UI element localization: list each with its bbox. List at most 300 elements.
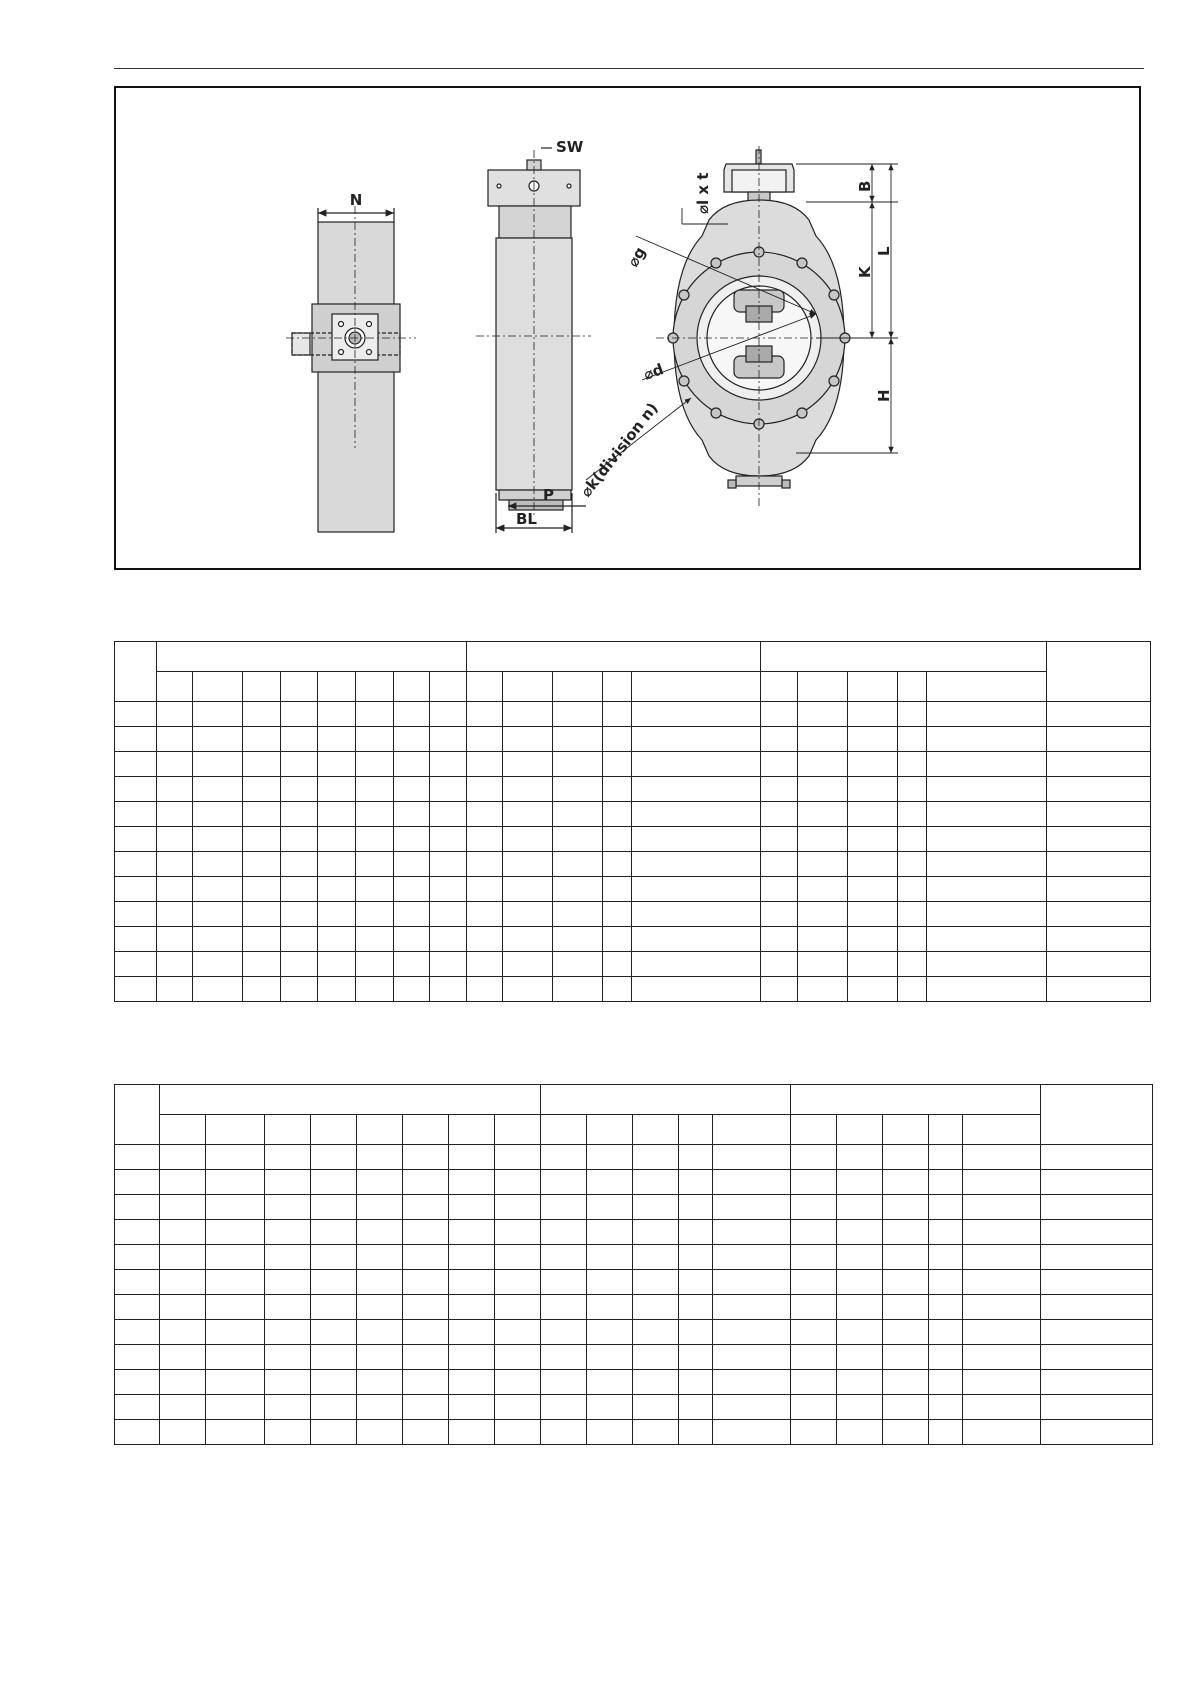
table-cell	[587, 1195, 633, 1220]
table-cell	[587, 1245, 633, 1270]
table-cell	[1041, 1170, 1153, 1195]
table-cell	[798, 777, 848, 802]
table-cell	[115, 777, 157, 802]
table-cell	[265, 1420, 311, 1445]
table-cell	[791, 1195, 837, 1220]
table-cell	[633, 1245, 679, 1270]
table-row	[115, 977, 1151, 1002]
table-cell	[541, 1220, 587, 1245]
table-cell	[243, 902, 281, 927]
table-cell	[403, 1320, 449, 1345]
table-subheader-row	[115, 672, 1151, 702]
label-sw: SW	[556, 138, 584, 156]
table-cell	[837, 1320, 883, 1345]
subheader-cell	[467, 672, 503, 702]
table-cell	[394, 927, 430, 952]
table-cell	[206, 1345, 265, 1370]
table-cell	[467, 877, 503, 902]
dimension-table-2	[114, 1084, 1153, 1445]
table-cell	[467, 902, 503, 927]
table-cell	[713, 1270, 791, 1295]
table-cell	[848, 877, 898, 902]
table-cell	[553, 877, 603, 902]
table-cell	[403, 1420, 449, 1445]
table-cell	[430, 727, 467, 752]
subheader-cell	[193, 672, 243, 702]
label-h: H	[875, 389, 893, 402]
table-cell	[318, 977, 356, 1002]
table-cell	[798, 802, 848, 827]
table-cell	[495, 1195, 541, 1220]
table-cell	[929, 1395, 963, 1420]
table-cell	[541, 1145, 587, 1170]
table-cell	[587, 1220, 633, 1245]
table-cell	[713, 1220, 791, 1245]
table-cell	[587, 1345, 633, 1370]
table-cell	[356, 802, 394, 827]
label-d: ⌀d	[641, 360, 666, 384]
table-cell	[467, 802, 503, 827]
table-cell	[311, 1295, 357, 1320]
table-cell	[587, 1270, 633, 1295]
table-cell	[403, 1270, 449, 1295]
table-cell	[394, 977, 430, 1002]
table-cell	[449, 1220, 495, 1245]
table-cell	[632, 752, 761, 777]
table-cell	[193, 952, 243, 977]
table-cell	[603, 927, 632, 952]
table-cell	[633, 1345, 679, 1370]
table-row	[115, 852, 1151, 877]
table-row	[115, 1220, 1153, 1245]
table-cell	[798, 827, 848, 852]
table-cell	[963, 1295, 1041, 1320]
table-cell	[761, 902, 798, 927]
table-row	[115, 702, 1151, 727]
table-cell	[503, 877, 553, 902]
table-cell	[157, 777, 193, 802]
subheader-cell	[318, 672, 356, 702]
table-cell	[160, 1145, 206, 1170]
table-cell	[394, 752, 430, 777]
table-cell	[357, 1195, 403, 1220]
table-cell	[963, 1270, 1041, 1295]
table-cell	[963, 1345, 1041, 1370]
table-cell	[679, 1320, 713, 1345]
table-cell	[157, 927, 193, 952]
table-cell	[761, 952, 798, 977]
table-cell	[265, 1345, 311, 1370]
table-cell	[430, 752, 467, 777]
table-cell	[1041, 1295, 1153, 1320]
table-cell	[356, 702, 394, 727]
table-cell	[929, 1270, 963, 1295]
table-cell	[898, 727, 927, 752]
subheader-cell	[761, 672, 798, 702]
table-cell	[553, 702, 603, 727]
table-cell	[160, 1195, 206, 1220]
table-cell	[193, 802, 243, 827]
table-cell	[679, 1420, 713, 1445]
table-cell	[206, 1320, 265, 1345]
table-cell	[403, 1345, 449, 1370]
table-cell	[553, 777, 603, 802]
table-cell	[243, 727, 281, 752]
table-cell	[503, 702, 553, 727]
table-cell	[632, 827, 761, 852]
table-cell	[281, 977, 318, 1002]
table-cell	[281, 852, 318, 877]
table-cell	[403, 1295, 449, 1320]
table-cell	[243, 927, 281, 952]
table-cell	[318, 952, 356, 977]
table-cell	[318, 877, 356, 902]
table-cell	[1041, 1370, 1153, 1395]
table-cell	[430, 827, 467, 852]
table-cell	[356, 727, 394, 752]
table-cell	[403, 1220, 449, 1245]
label-bolt: ⌀l x t	[694, 172, 712, 214]
table-cell	[115, 852, 157, 877]
table-cell	[603, 952, 632, 977]
table-cell	[603, 727, 632, 752]
table-cell	[927, 927, 1047, 952]
table-cell	[679, 1270, 713, 1295]
technical-drawing-frame	[114, 86, 1141, 570]
table-cell	[541, 1295, 587, 1320]
table-row	[115, 1170, 1153, 1195]
table-cell	[791, 1170, 837, 1195]
table-cell	[798, 852, 848, 877]
table-cell	[115, 1145, 160, 1170]
table-cell	[632, 952, 761, 977]
table-cell	[357, 1145, 403, 1170]
subheader-cell	[160, 1115, 206, 1145]
table-cell	[243, 777, 281, 802]
group-header-cell	[761, 642, 1047, 672]
table-cell	[929, 1370, 963, 1395]
table-cell	[318, 702, 356, 727]
table-cell	[898, 952, 927, 977]
subheader-cell	[281, 672, 318, 702]
label-b: B	[856, 180, 874, 192]
table-cell	[193, 777, 243, 802]
table-cell	[837, 1245, 883, 1270]
table-cell	[633, 1420, 679, 1445]
subheader-cell	[587, 1115, 633, 1145]
table-cell	[587, 1295, 633, 1320]
table-cell	[837, 1395, 883, 1420]
table-cell	[603, 902, 632, 927]
subheader-cell	[963, 1115, 1041, 1145]
table-cell	[265, 1370, 311, 1395]
table-cell	[311, 1195, 357, 1220]
table-cell	[848, 927, 898, 952]
table-cell	[157, 752, 193, 777]
table-cell	[243, 802, 281, 827]
subheader-cell	[553, 672, 603, 702]
table-cell	[115, 1220, 160, 1245]
table-cell	[587, 1170, 633, 1195]
table-cell	[632, 802, 761, 827]
subheader-cell	[929, 1115, 963, 1145]
table-cell	[449, 1170, 495, 1195]
table-cell	[318, 852, 356, 877]
table-cell	[115, 902, 157, 927]
table-cell	[633, 1170, 679, 1195]
table-cell	[356, 877, 394, 902]
table-cell	[791, 1345, 837, 1370]
subheader-cell	[898, 672, 927, 702]
table-cell	[311, 1170, 357, 1195]
table-cell	[467, 852, 503, 877]
table-cell	[495, 1295, 541, 1320]
table-cell	[281, 952, 318, 977]
valve-drawing	[116, 88, 1139, 568]
table-cell	[193, 727, 243, 752]
table-cell	[160, 1220, 206, 1245]
table-cell	[206, 1220, 265, 1245]
table-cell	[160, 1320, 206, 1345]
table-cell	[883, 1195, 929, 1220]
table-cell	[541, 1320, 587, 1345]
table-cell	[632, 727, 761, 752]
table-cell	[963, 1170, 1041, 1195]
table-cell	[837, 1370, 883, 1395]
table-cell	[403, 1245, 449, 1270]
table-cell	[603, 802, 632, 827]
table-cell	[848, 902, 898, 927]
table-cell	[927, 902, 1047, 927]
table-cell	[356, 752, 394, 777]
table-cell	[467, 927, 503, 952]
table-cell	[761, 752, 798, 777]
table-cell	[761, 927, 798, 952]
table-cell	[206, 1270, 265, 1295]
table-cell	[883, 1420, 929, 1445]
table-cell	[798, 927, 848, 952]
table-cell	[679, 1170, 713, 1195]
table-cell	[713, 1320, 791, 1345]
table-cell	[160, 1370, 206, 1395]
table-cell	[587, 1420, 633, 1445]
table-cell	[495, 1370, 541, 1395]
subheader-cell	[495, 1115, 541, 1145]
table-cell	[357, 1420, 403, 1445]
table-cell	[311, 1370, 357, 1395]
subheader-cell	[449, 1115, 495, 1145]
table-cell	[403, 1195, 449, 1220]
table-cell	[318, 777, 356, 802]
table-cell	[1047, 877, 1151, 902]
table-cell	[311, 1220, 357, 1245]
table-cell	[848, 977, 898, 1002]
table-cell	[883, 1220, 929, 1245]
table-cell	[848, 727, 898, 752]
table-cell	[157, 852, 193, 877]
table-cell	[633, 1195, 679, 1220]
table-cell	[157, 902, 193, 927]
table-cell	[761, 827, 798, 852]
subheader-cell	[157, 672, 193, 702]
table-cell	[713, 1245, 791, 1270]
table-cell	[394, 877, 430, 902]
table-row	[115, 1195, 1153, 1220]
table-cell	[1041, 1345, 1153, 1370]
table-cell	[281, 927, 318, 952]
table-cell	[157, 952, 193, 977]
table-cell	[929, 1320, 963, 1345]
table-cell	[206, 1170, 265, 1195]
group-header-cell	[541, 1085, 791, 1115]
table-cell	[115, 827, 157, 852]
table-cell	[798, 902, 848, 927]
header-cell	[1047, 642, 1151, 702]
table-row	[115, 1270, 1153, 1295]
table-cell	[927, 977, 1047, 1002]
table-cell	[632, 702, 761, 727]
table-cell	[898, 927, 927, 952]
table-cell	[713, 1395, 791, 1420]
table-cell	[553, 902, 603, 927]
table-cell	[761, 977, 798, 1002]
table-cell	[883, 1395, 929, 1420]
table-cell	[541, 1395, 587, 1420]
table-cell	[927, 702, 1047, 727]
table-cell	[357, 1220, 403, 1245]
table-cell	[449, 1345, 495, 1370]
table-cell	[1047, 777, 1151, 802]
table-cell	[927, 752, 1047, 777]
table-cell	[467, 977, 503, 1002]
table-cell	[265, 1295, 311, 1320]
table-cell	[679, 1395, 713, 1420]
table-cell	[449, 1145, 495, 1170]
table-cell	[1041, 1195, 1153, 1220]
table-row	[115, 1320, 1153, 1345]
table-cell	[553, 827, 603, 852]
table-cell	[193, 977, 243, 1002]
table-cell	[357, 1395, 403, 1420]
table-row	[115, 1420, 1153, 1445]
table-cell	[883, 1370, 929, 1395]
table-cell	[394, 827, 430, 852]
table-cell	[160, 1270, 206, 1295]
table-cell	[633, 1370, 679, 1395]
header-cell	[115, 1085, 160, 1145]
table-cell	[553, 927, 603, 952]
table-cell	[394, 727, 430, 752]
table-cell	[115, 1295, 160, 1320]
table-cell	[553, 977, 603, 1002]
table-cell	[963, 1145, 1041, 1170]
table-row	[115, 877, 1151, 902]
table-cell	[791, 1420, 837, 1445]
table-cell	[837, 1220, 883, 1245]
table-cell	[798, 952, 848, 977]
table-cell	[265, 1320, 311, 1345]
table-cell	[265, 1270, 311, 1295]
table-cell	[467, 777, 503, 802]
table-cell	[898, 777, 927, 802]
table-cell	[503, 752, 553, 777]
table-cell	[541, 1370, 587, 1395]
table-cell	[394, 777, 430, 802]
table-cell	[929, 1295, 963, 1320]
table-cell	[791, 1320, 837, 1345]
table-cell	[449, 1270, 495, 1295]
table-cell	[160, 1245, 206, 1270]
table-cell	[963, 1370, 1041, 1395]
table-cell	[311, 1345, 357, 1370]
table-cell	[430, 852, 467, 877]
table-cell	[193, 827, 243, 852]
table-cell	[206, 1395, 265, 1420]
table-cell	[157, 727, 193, 752]
table-cell	[883, 1245, 929, 1270]
table-cell	[929, 1145, 963, 1170]
table-cell	[679, 1370, 713, 1395]
table-cell	[243, 952, 281, 977]
table-cell	[713, 1195, 791, 1220]
table-row	[115, 1395, 1153, 1420]
table-cell	[927, 827, 1047, 852]
table-cell	[115, 1245, 160, 1270]
table-cell	[115, 702, 157, 727]
table-cell	[430, 952, 467, 977]
table-cell	[883, 1170, 929, 1195]
table-cell	[553, 852, 603, 877]
table-cell	[633, 1295, 679, 1320]
table-cell	[603, 977, 632, 1002]
table-cell	[761, 727, 798, 752]
table-cell	[929, 1170, 963, 1195]
table-cell	[115, 1370, 160, 1395]
table-cell	[495, 1395, 541, 1420]
table-cell	[318, 727, 356, 752]
table-cell	[713, 1295, 791, 1320]
table-cell	[541, 1270, 587, 1295]
table-cell	[115, 1420, 160, 1445]
table-cell	[115, 877, 157, 902]
table-cell	[541, 1170, 587, 1195]
table-cell	[193, 702, 243, 727]
label-n: N	[349, 191, 363, 209]
table-cell	[265, 1395, 311, 1420]
table-cell	[503, 952, 553, 977]
table-cell	[430, 977, 467, 1002]
table-cell	[1047, 752, 1151, 777]
table-cell	[495, 1420, 541, 1445]
table-cell	[311, 1395, 357, 1420]
table-cell	[883, 1320, 929, 1345]
table-cell	[430, 702, 467, 727]
table-cell	[115, 727, 157, 752]
table-cell	[929, 1420, 963, 1445]
table-cell	[963, 1245, 1041, 1270]
table-cell	[633, 1270, 679, 1295]
table-cell	[311, 1245, 357, 1270]
table-cell	[449, 1245, 495, 1270]
table-cell	[883, 1345, 929, 1370]
table-cell	[318, 927, 356, 952]
table-cell	[798, 727, 848, 752]
table-cell	[541, 1420, 587, 1445]
table-cell	[633, 1220, 679, 1245]
table-cell	[713, 1170, 791, 1195]
table-row	[115, 802, 1151, 827]
table-cell	[160, 1295, 206, 1320]
